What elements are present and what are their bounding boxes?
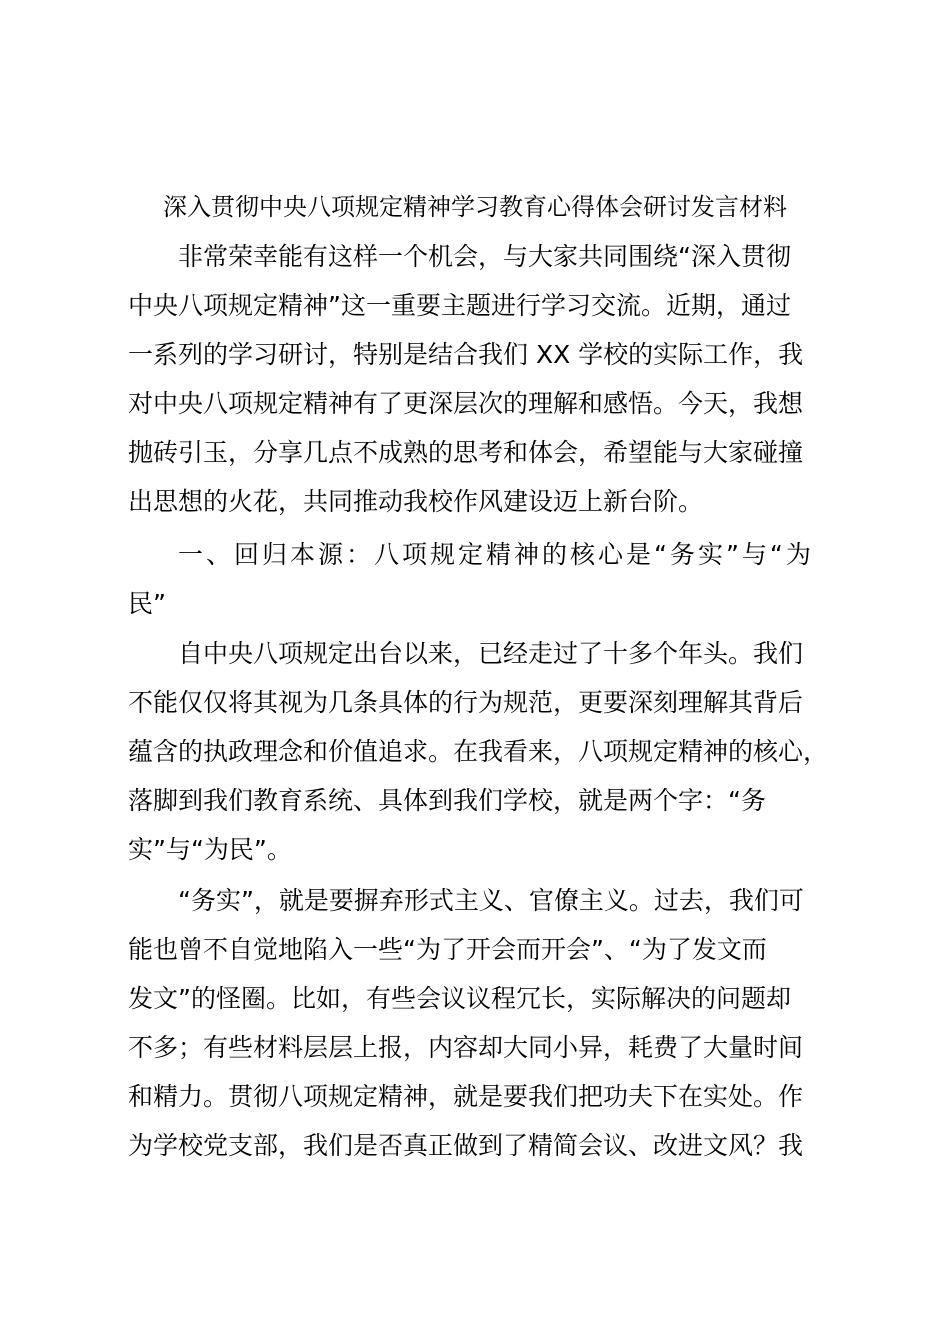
section-heading-line: 一、回归本源：八项规定精神的核心是“务实”与“为: [178, 540, 814, 569]
paragraph-line: 不多；有些材料层层上报，内容却大同小异，耗费了大量时间: [128, 1033, 804, 1062]
paragraph-line: “务实”，就是要摒弃形式主义、官僚主义。过去，我们可: [178, 886, 804, 915]
section-heading-line: 民”: [128, 589, 166, 618]
paragraph-line: 不能仅仅将其视为几条具体的行为规范，更要深刻理解其背后: [128, 688, 804, 717]
document-title: 深入贯彻中央八项规定精神学习教育心得体会研讨发言材料: [163, 193, 787, 221]
paragraph-line: 蕴含的执政理念和价值追求。在我看来，八项规定精神的核心，: [128, 737, 829, 766]
paragraph-line: 中央八项规定精神”这一重要主题进行学习交流。近期，通过: [128, 291, 791, 320]
paragraph-line: 非常荣幸能有这样一个机会，与大家共同围绕“深入贯彻: [178, 242, 791, 271]
paragraph-line: 一系列的学习研讨，特别是结合我们 XX 学校的实际工作，我: [128, 340, 804, 369]
paragraph-line: 对中央八项规定精神有了更深层次的理解和感悟。今天，我想: [128, 389, 804, 418]
paragraph-line: 和精力。贯彻八项规定精神，就是要我们把功夫下在实处。作: [128, 1082, 804, 1111]
paragraph-line: 出思想的火花，共同推动我校作风建设迈上新台阶。: [128, 487, 704, 516]
paragraph-line: 发文”的怪圈。比如，有些会议议程冗长，实际解决的问题却: [128, 984, 791, 1013]
paragraph-line: 抛砖引玉，分享几点不成熟的思考和体会，希望能与大家碰撞: [128, 438, 804, 467]
paragraph-line: 实”与“为民”。: [128, 835, 292, 864]
paragraph-line: 能也曾不自觉地陷入一些“为了开会而开会”、“为了发文而: [128, 935, 767, 964]
paragraph-line: 为学校党支部，我们是否真正做到了精简会议、改进文风？我: [128, 1131, 804, 1160]
paragraph-line: 落脚到我们教育系统、具体到我们学校，就是两个字：“务: [128, 786, 766, 815]
paragraph-line: 自中央八项规定出台以来，已经走过了十多个年头。我们: [178, 639, 804, 668]
